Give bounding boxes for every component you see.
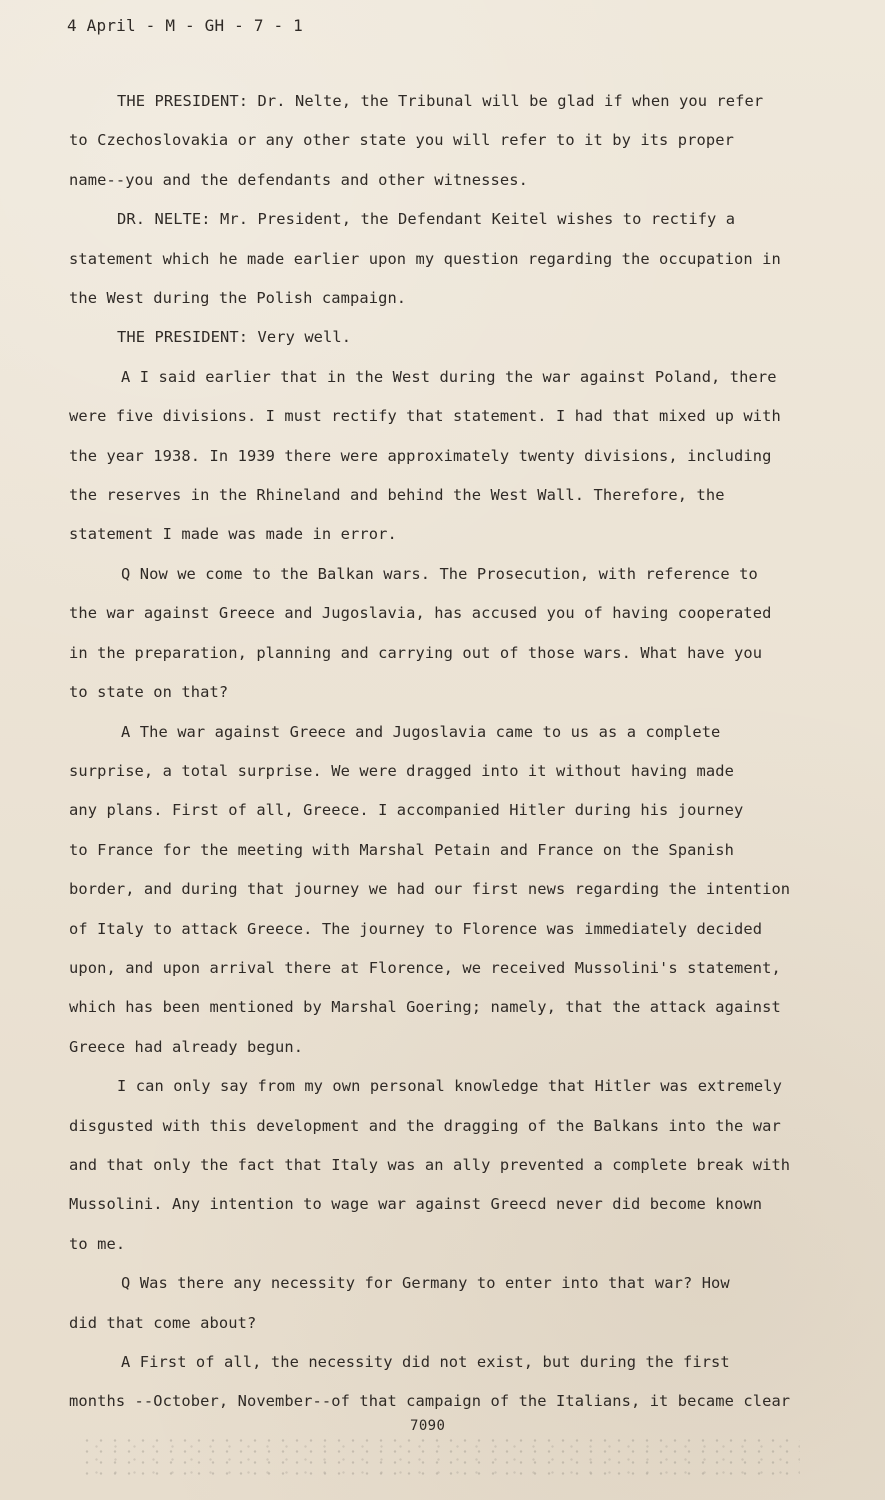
- line-31: Q Was there any necessity for Germany to enter into that war? How: [121, 1274, 730, 1293]
- line-8: A I said earlier that in the West during the war against Poland, there: [121, 367, 777, 386]
- line-4: DR. NELTE: Mr. President, the Defendant Keitel wishes to rectify a: [117, 210, 736, 229]
- line-33: A First of all, the necessity did not exist, but during the first: [121, 1353, 730, 1371]
- page-header: 4 April - M - GH - 7 - 1: [67, 16, 303, 35]
- line-9: were five divisions. I must rectify that statement. I had that mixed up with: [69, 407, 781, 426]
- line-21: border, and during that journey we had our first news regarding the intention: [69, 880, 791, 899]
- line-16: to state on that?: [69, 683, 229, 702]
- line-2: to Czechoslovakia or any other state you will refer to it by its proper: [69, 131, 734, 150]
- line-1: THE PRESIDENT: Dr. Nelte, the Tribunal will be glad if when you refer: [117, 92, 764, 110]
- line-22: of Italy to attack Greece. The journey to Florence was immediately decided: [69, 919, 763, 938]
- line-18: surprise, a total surprise. We were dragged into it without having made: [69, 761, 734, 780]
- line-24: which has been mentioned by Marshal Goering; namely, that the attack against: [69, 998, 781, 1017]
- line-14: the war against Greece and Jugoslavia, has accused you of having cooperated: [69, 604, 772, 623]
- line-11: the reserves in the Rhineland and behind the West Wall. Therefore, the: [69, 486, 725, 505]
- line-3: name--you and the defendants and other witnesses.: [69, 170, 528, 189]
- line-23: upon, and upon arrival there at Florence, we received Mussolini's statement,: [69, 958, 781, 977]
- line-19: any plans. First of all, Greece. I accompanied Hitler during his journey: [69, 801, 744, 820]
- line-5: statement which he made earlier upon my question regarding the occupation in: [69, 249, 781, 268]
- line-17: A The war against Greece and Jugoslavia came to us as a complete: [121, 722, 721, 741]
- line-20: to France for the meeting with Marshal Petain and France on the Spanish: [69, 840, 734, 859]
- page-number: 7090: [410, 1418, 446, 1434]
- line-34: months --October, November--of that campaign of the Italians, it became clear: [69, 1392, 791, 1411]
- line-26: I can only say from my own personal knowledge that Hitler was extremely: [117, 1077, 782, 1096]
- line-25: Greece had already begun.: [69, 1037, 304, 1056]
- line-30: to me.: [69, 1234, 126, 1253]
- line-32: did that come about?: [69, 1313, 257, 1332]
- line-6: the West during the Polish campaign.: [69, 289, 407, 308]
- line-15: in the preparation, planning and carrying out of those wars. What have you: [69, 643, 763, 662]
- scan-noise: [80, 1435, 800, 1480]
- line-7: THE PRESIDENT: Very well.: [117, 328, 352, 347]
- line-13: Q Now we come to the Balkan wars. The Prosecution, with reference to: [121, 564, 758, 583]
- line-12: statement I made was made in error.: [69, 525, 397, 544]
- line-27: disgusted with this development and the dragging of the Balkans into the war: [69, 1116, 781, 1135]
- line-28: and that only the fact that Italy was an ally prevented a complete break with: [69, 1155, 791, 1174]
- line-29: Mussolini. Any intention to wage war against Greecd never did become known: [69, 1195, 763, 1214]
- transcript-body: [69, 82, 829, 1422]
- line-10: the year 1938. In 1939 there were approximately twenty divisions, including: [69, 446, 772, 465]
